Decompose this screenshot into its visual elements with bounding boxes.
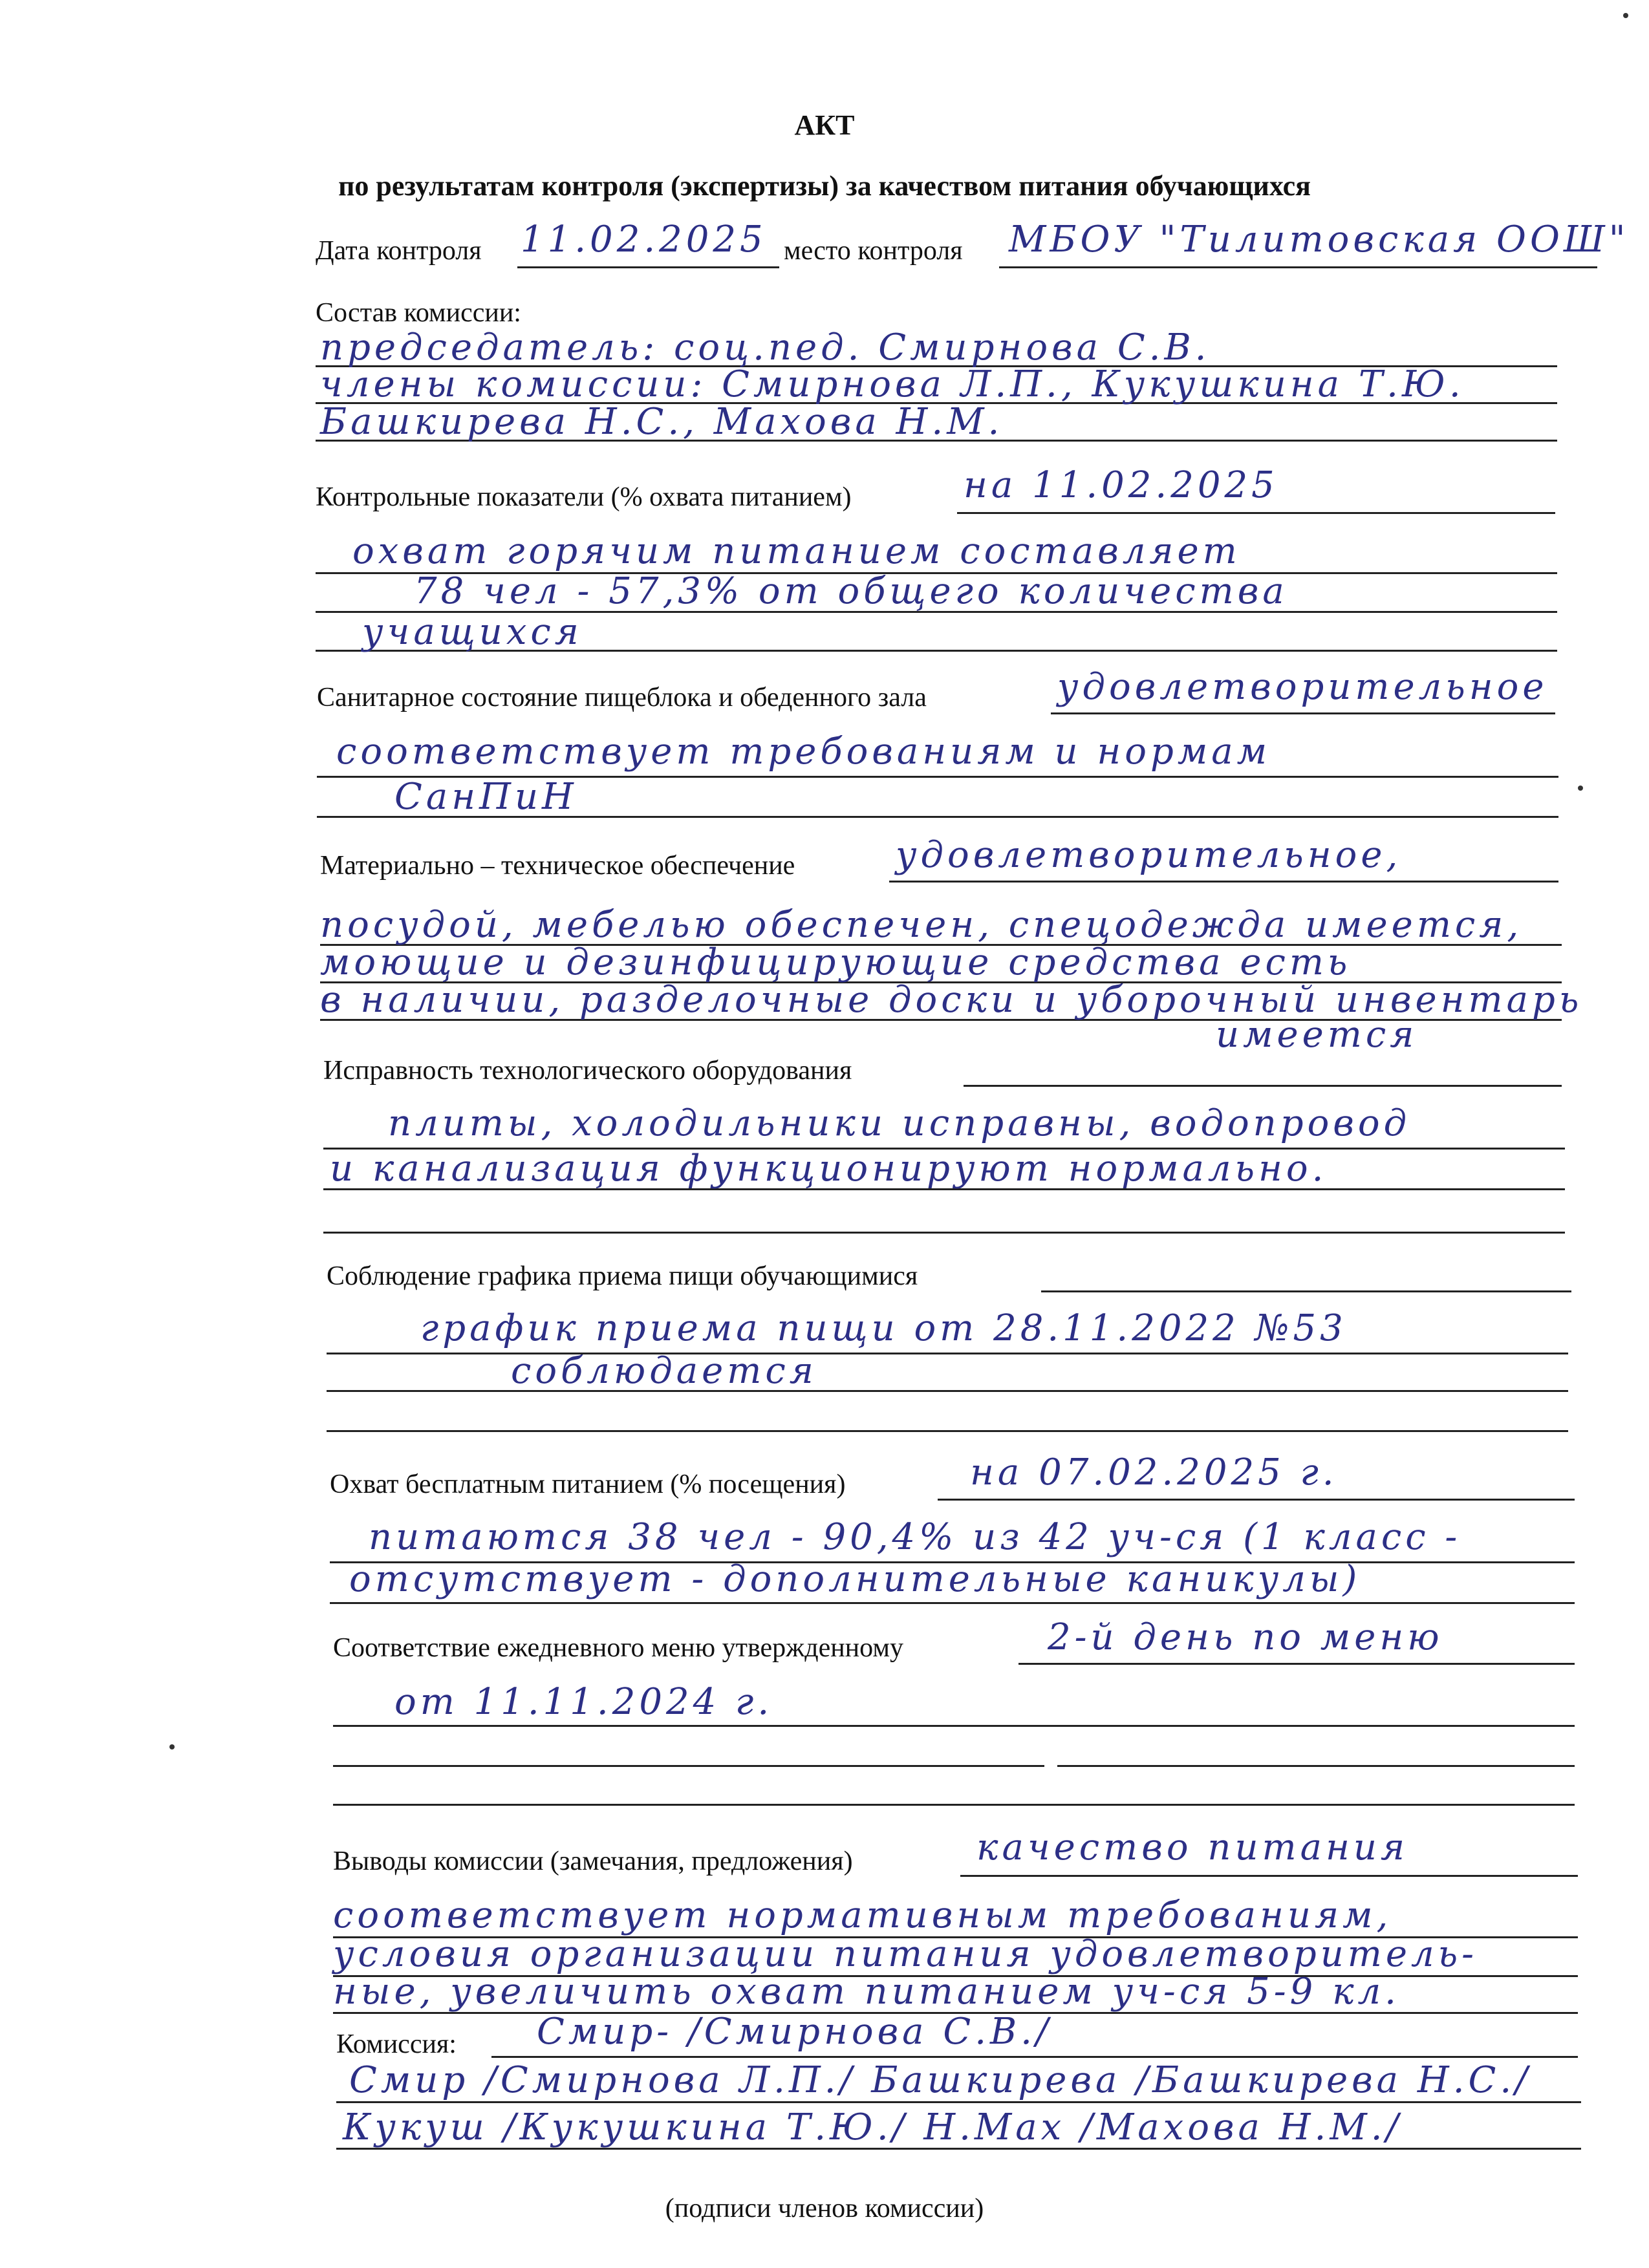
free-meals-text-2: отсутствует - дополнительные каникулы) bbox=[349, 1558, 1361, 1600]
signatures-line-1 bbox=[491, 2056, 1578, 2058]
document-subtitle: по результатам контроля (экспертизы) за качеством питания обучающихся bbox=[338, 170, 1311, 202]
coverage-inline-line bbox=[957, 512, 1555, 514]
equipment-text-2: и канализация функционируют нормально. bbox=[330, 1148, 1328, 1190]
signature-chair: Смир- /Смирнова С.В./ bbox=[537, 2011, 1052, 2053]
sanitary-text-1: соответствует требованиям и нормам bbox=[336, 731, 1271, 773]
free-meals-text-1: питаются 38 чел - 90,4% из 42 уч-ся (1 класс - bbox=[369, 1516, 1461, 1558]
signatures-caption: (подписи членов комиссии) bbox=[665, 2194, 984, 2223]
control-place-value: МБОУ "Тилитовская ООШ" bbox=[1009, 219, 1630, 261]
material-text-4: имеется bbox=[1216, 1014, 1418, 1056]
menu-inline-line bbox=[1018, 1663, 1575, 1665]
free-meals-inline-line bbox=[938, 1499, 1575, 1501]
sanitary-inline-line bbox=[1051, 712, 1555, 714]
conclusions-text-2: условия организации питания удовлетворитель- bbox=[333, 1933, 1478, 1975]
schedule-text-1: график приема пищи от 28.11.2022 №53 bbox=[420, 1307, 1347, 1349]
menu-label: Соответствие ежедневного меню утвержденному bbox=[333, 1633, 903, 1663]
sanitary-label: Санитарное состояние пищеблока и обеденного зала bbox=[317, 683, 927, 712]
material-label: Материально – техническое обеспечение bbox=[320, 851, 795, 881]
conclusions-text-3: ные, увеличить охват питанием уч-ся 5-9 кл. bbox=[333, 1971, 1400, 2013]
conclusions-text-1: соответствует нормативным требованиям, bbox=[333, 1894, 1392, 1936]
conclusions-inline-line bbox=[960, 1875, 1578, 1877]
commission-members-cont: Башкирева Н.С., Махова Н.М. bbox=[320, 401, 1004, 443]
equipment-inline-line bbox=[964, 1085, 1562, 1087]
commission-chair: председатель: соц.пед. Смирнова С.В. bbox=[320, 326, 1211, 369]
signatures-label: Комиссия: bbox=[336, 2029, 457, 2059]
signatures-line-2 bbox=[336, 2101, 1581, 2103]
schedule-label: Соблюдение графика приема пищи обучающимися bbox=[327, 1261, 918, 1291]
schedule-text-2: соблюдается bbox=[511, 1350, 817, 1392]
signature-row-2: Кукуш /Кукушкина Т.Ю./ Н.Мах /Махова Н.М./ bbox=[343, 2106, 1403, 2148]
control-date-value: 11.02.2025 bbox=[521, 219, 767, 261]
free-meals-label: Охват бесплатным питанием (% посещения) bbox=[330, 1470, 846, 1499]
menu-value: 2-й день по меню bbox=[1048, 1616, 1443, 1658]
menu-text-1: от 11.11.2024 г. bbox=[394, 1681, 773, 1723]
coverage-text-3: учащихся bbox=[362, 611, 583, 653]
material-text-2: моющие и дезинфицирующие средства есть bbox=[320, 941, 1352, 983]
menu-line-1 bbox=[333, 1725, 1575, 1727]
free-meals-line-2 bbox=[330, 1602, 1575, 1604]
coverage-label: Контрольные показатели (% охвата питанием) bbox=[316, 482, 852, 512]
commission-members: члены комиссии: Смирнова Л.П., Кукушкина Т.Ю. bbox=[320, 363, 1465, 405]
material-inline-line bbox=[889, 881, 1558, 883]
control-place-label: место контроля bbox=[784, 236, 963, 266]
schedule-inline-line bbox=[1041, 1290, 1571, 1292]
scan-speck bbox=[169, 1744, 175, 1749]
material-text-3: в наличии, разделочные доски и уборочный инвентарь bbox=[320, 979, 1583, 1021]
scan-speck bbox=[1623, 13, 1628, 18]
schedule-line-3 bbox=[327, 1430, 1568, 1432]
commission-label: Состав комиссии: bbox=[316, 298, 521, 328]
material-value: удовлетворительное, bbox=[896, 834, 1402, 876]
conclusions-value: качество питания bbox=[976, 1826, 1409, 1868]
equipment-text-1: плиты, холодильники исправны, водопровод bbox=[388, 1102, 1411, 1144]
sanitary-text-2: СанПиН bbox=[394, 776, 577, 818]
free-meals-value: на 07.02.2025 г. bbox=[970, 1451, 1338, 1493]
conclusions-label: Выводы комиссии (замечания, предложения) bbox=[333, 1846, 853, 1876]
document-title: АКТ bbox=[794, 109, 855, 141]
control-date-line bbox=[517, 266, 779, 268]
signature-row-1: Смир /Смирнова Л.П./ Башкирева /Башкирева Н.С./ bbox=[349, 2059, 1532, 2101]
coverage-text-2: 78 чел - 57,3% от общего количества bbox=[414, 570, 1288, 612]
sanitary-value: удовлетворительное bbox=[1057, 666, 1548, 708]
control-place-line bbox=[999, 266, 1597, 268]
menu-line-2b bbox=[1057, 1765, 1575, 1767]
scan-speck bbox=[1578, 786, 1583, 791]
coverage-value: на 11.02.2025 bbox=[964, 464, 1278, 506]
material-text-1: посудой, мебелью обеспечен, спецодежда имеется, bbox=[320, 904, 1523, 946]
equipment-line-3 bbox=[323, 1232, 1565, 1234]
equipment-label: Исправность технологического оборудования bbox=[323, 1056, 852, 1086]
menu-line-2a bbox=[333, 1765, 1044, 1767]
menu-line-3 bbox=[333, 1804, 1575, 1806]
control-date-label: Дата контроля bbox=[316, 236, 482, 266]
coverage-text-1: охват горячим питанием составляет bbox=[352, 530, 1241, 572]
